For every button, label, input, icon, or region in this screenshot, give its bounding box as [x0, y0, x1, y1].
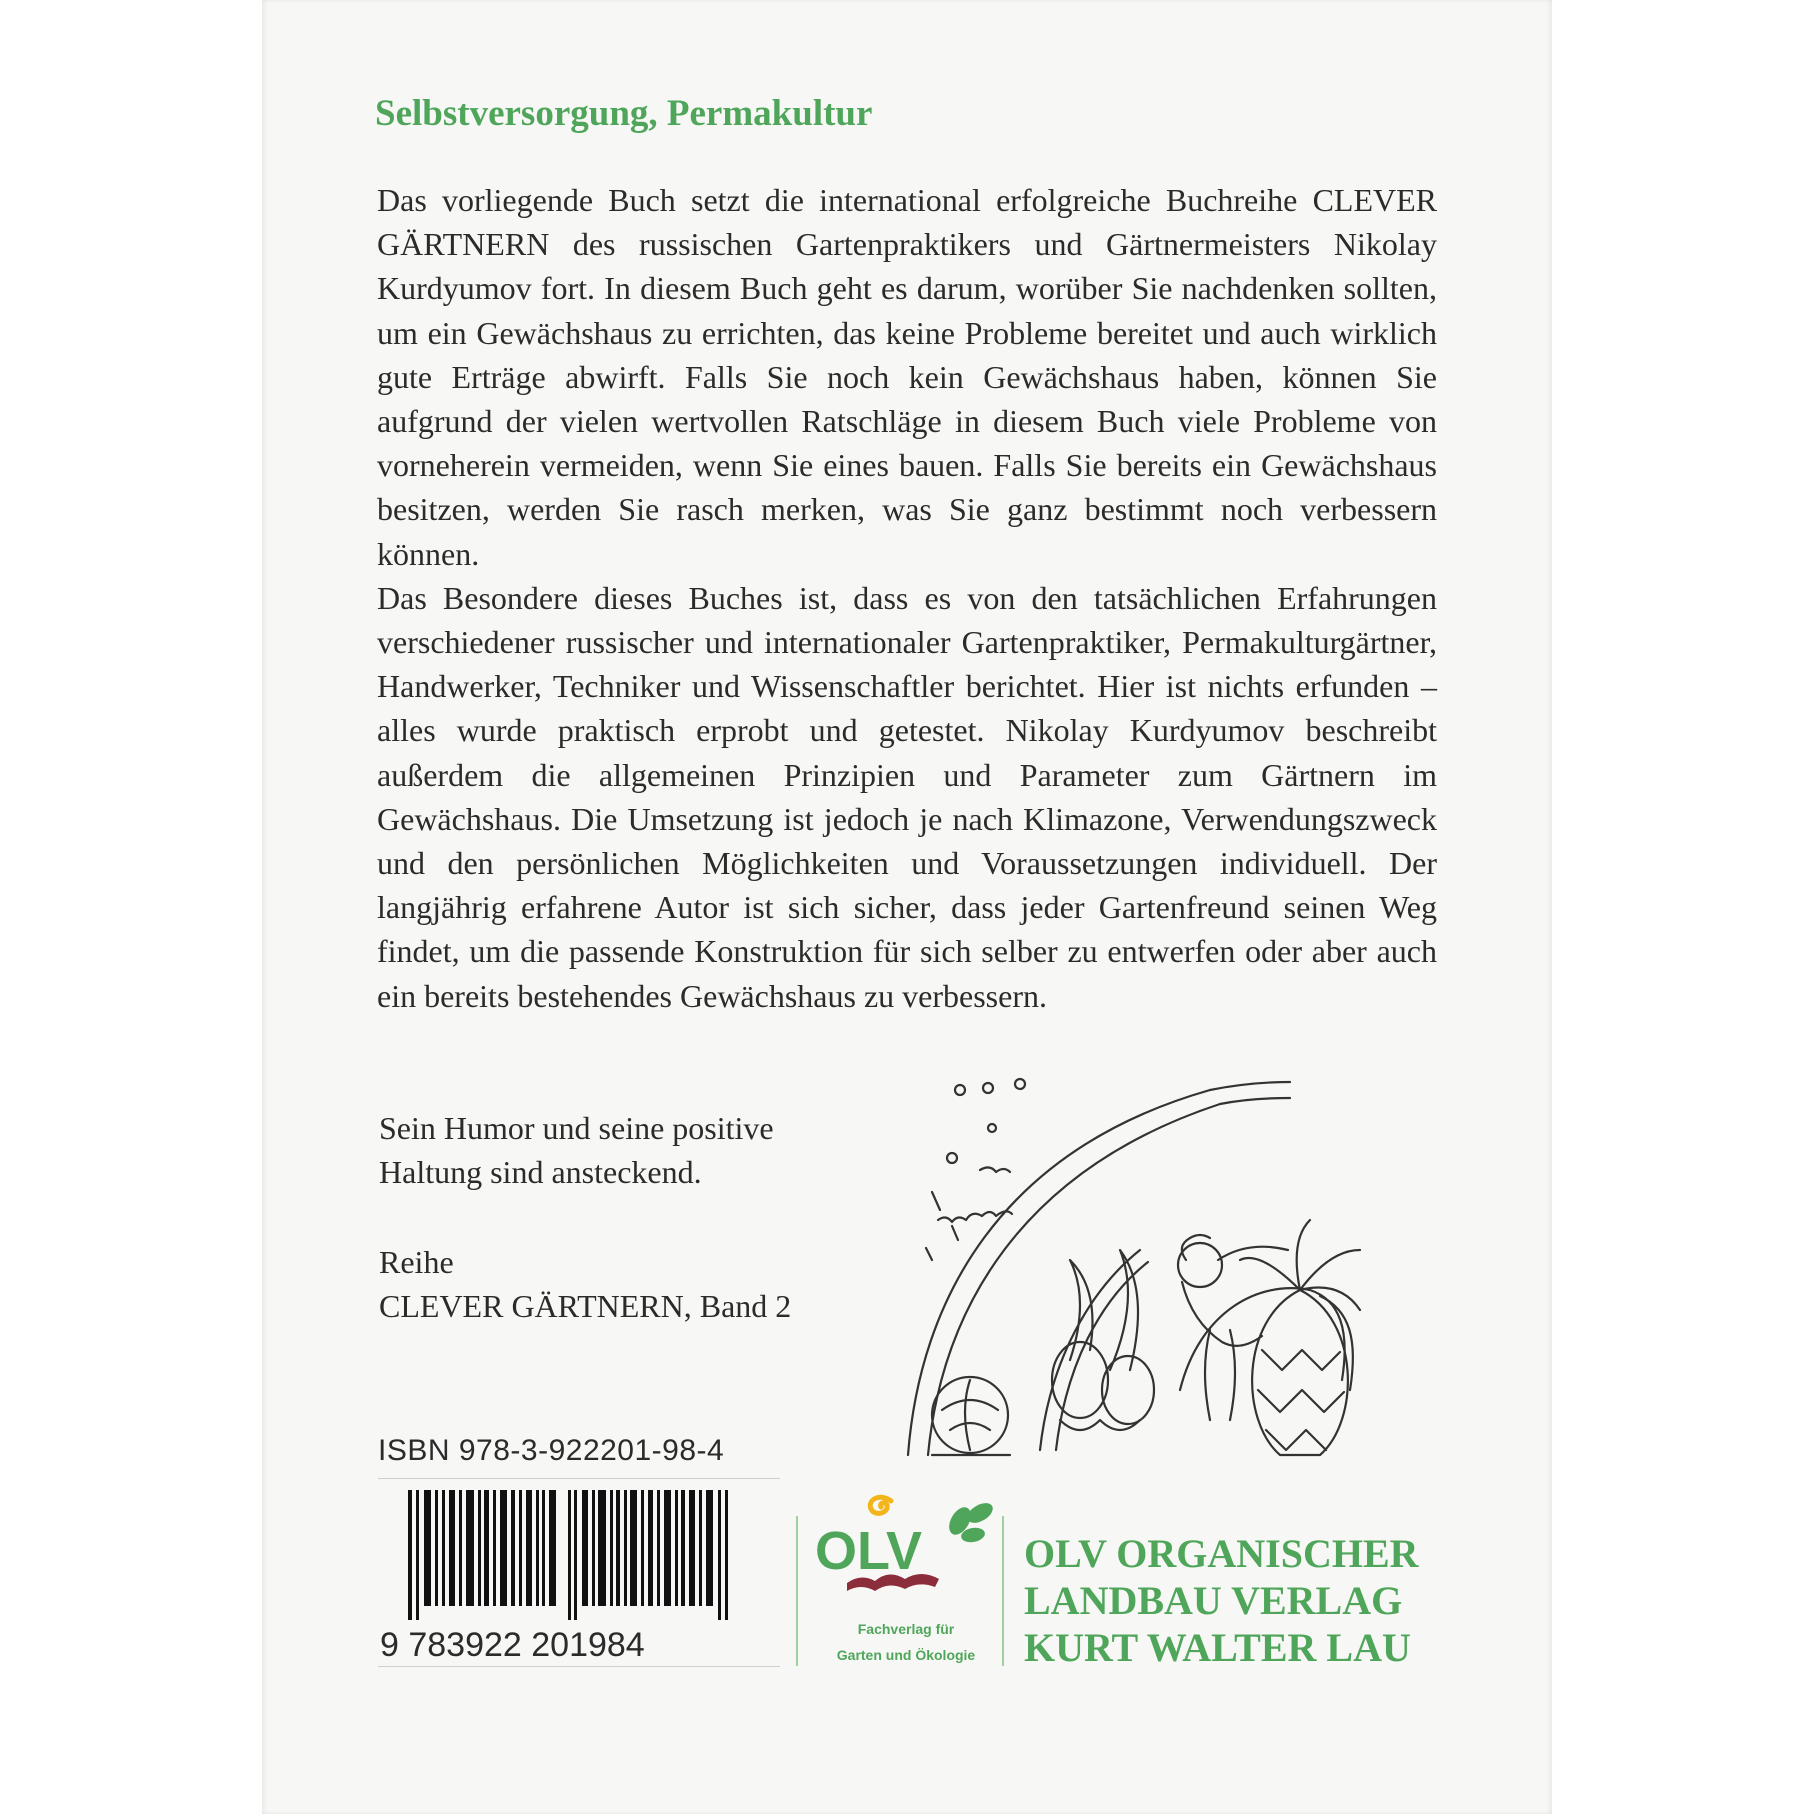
- blurb-paragraph-1: Das vorliegende Buch setzt die international erfolgreiche Buchreihe CLEVER GÄRTNERN des russischen Gartenpraktikers und Gärtnermeisters Nikolay Kurdyumov fort. In diesem Buch geht es darum, worüber Sie nachdenken sollten, um ein Gewächshaus zu errichten, das keine Probleme bereitet und auch wirklich gute Erträge abwirft. Falls Sie noch kein Gewächshaus haben, können Sie aufgrund der vielen wertvollen Ratschläge in diesem Buch viele Probleme von vorneherein vermeiden, wenn Sie eines bauen. Falls Sie bereits ein Gewächshaus besitzen, werden Sie rasch merken, was Sie ganz bestimmt noch verbessern können.: [377, 182, 1437, 572]
- publisher-name: [1024, 1530, 1419, 1671]
- isbn-divider: [378, 1478, 780, 1479]
- greenhouse-illustration: [880, 1060, 1440, 1460]
- humor-statement: [379, 1106, 774, 1194]
- series-label: Reihe: [379, 1244, 454, 1280]
- publisher-line-1: OLV ORGANISCHER: [1024, 1531, 1419, 1576]
- publisher-line-3: KURT WALTER LAU: [1024, 1625, 1411, 1670]
- humor-line-1: Sein Humor und seine positive: [379, 1110, 774, 1146]
- logo-text: OLV: [815, 1521, 922, 1581]
- olv-logo: [805, 1483, 1005, 1613]
- barcode-digits: 9 783922 201984: [380, 1626, 645, 1664]
- barcode-image: [408, 1490, 748, 1620]
- barcode-divider: [378, 1666, 780, 1667]
- blurb-paragraph-2: Das Besondere dieses Buches ist, dass es von den tatsächlichen Erfahrungen verschiedener russischer und internationaler Gartenpraktiker, Permakulturgärtner, Handwerker, Techniker und Wissenschaftler berichtet. Hier ist nichts erfunden – alles wurde praktisch erprobt und getestet. Nikolay Kurdyumov beschreibt außerdem die allgemeinen Prinzipien und Parameter zum Gärtnern im Gewächshaus. Die Umsetzung ist jedoch je nach Klimazone, Verwendungszweck und den persönlichen Möglichkeiten und Voraussetzungen individuell. Der langjährig erfahrene Autor ist sich sicher, dass jeder Gartenfreund seinen Weg findet, um die passende Konstruktion für sich selber zu entwerfen oder aber auch ein bereits bestehendes Gewächshaus zu verbessern.: [377, 579, 1437, 1014]
- isbn-text: ISBN 978-3-922201-98-4: [378, 1434, 725, 1467]
- publisher-line-2: LANDBAU VERLAG: [1024, 1578, 1403, 1623]
- logo-tagline-line-2: Garten und Ökologie: [836, 1647, 976, 1663]
- cover-heading: Selbstversorgung, Permakultur: [375, 93, 873, 134]
- humor-line-2: Haltung sind ansteckend.: [379, 1154, 702, 1190]
- logo-tagline: [812, 1616, 1000, 1668]
- logo-divider-right: [1002, 1516, 1004, 1666]
- series-name: CLEVER GÄRTNERN, Band 2: [379, 1288, 792, 1324]
- series-info: [379, 1240, 791, 1328]
- blurb-text: [377, 178, 1437, 1018]
- logo-divider-left: [796, 1516, 798, 1666]
- logo-tagline-line-1: Fachverlag für: [857, 1621, 955, 1637]
